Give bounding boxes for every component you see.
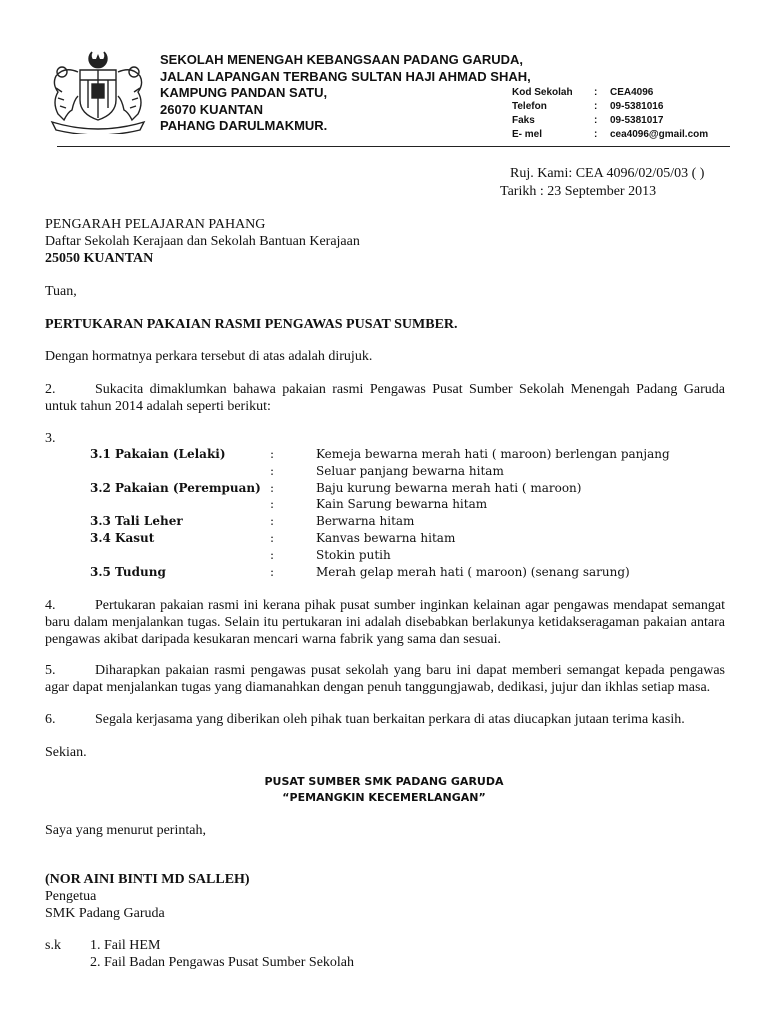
contact-label: E- mel xyxy=(512,129,543,140)
item-label: 3.5 Tudung xyxy=(90,564,166,579)
school-contact xyxy=(512,86,708,142)
paragraph-1: Dengan hormatnya perkara tersebut di atas adalah dirujuk. xyxy=(45,349,373,364)
item-label: 3.2 Pakaian (Perempuan) xyxy=(90,480,261,495)
contact-row xyxy=(512,128,708,142)
sk-item: 2. Fail Badan Pengawas Pusat Sumber Sekolah xyxy=(90,955,355,970)
paragraph-number: 2. xyxy=(45,382,56,397)
contact-row xyxy=(512,114,708,128)
paragraph-text: Segala kerjasama yang diberikan oleh pihak tuan berkaitan perkara di atas diucapkan jutaan terima kasih. xyxy=(95,712,685,727)
item-sep: : xyxy=(270,514,275,529)
signoff: Saya yang menurut perintah, xyxy=(45,823,206,838)
sk-item: 1. Fail HEM xyxy=(90,938,161,953)
item-label xyxy=(90,547,270,564)
paragraph-4 xyxy=(45,597,725,648)
item-label xyxy=(90,496,270,513)
item-sep: : xyxy=(270,480,275,495)
paragraph-5 xyxy=(45,662,725,696)
item-value: Seluar panjang bewarna hitam xyxy=(316,463,504,478)
item-sep: : xyxy=(270,530,275,545)
item-value: Kemeja bewarna merah hati ( maroon) berlengan panjang xyxy=(316,447,670,461)
item-sep: : xyxy=(270,463,275,478)
signatory-title: Pengetua xyxy=(45,889,97,904)
contact-value: 09-5381016 xyxy=(610,101,664,112)
list-item xyxy=(90,530,670,547)
list-item xyxy=(90,463,670,480)
item-sep: : xyxy=(270,497,275,512)
uniform-list xyxy=(90,446,670,580)
salutation: Tuan, xyxy=(45,284,77,299)
item-label: 3.1 Pakaian (Lelaki) xyxy=(90,447,226,461)
contact-sep: : xyxy=(594,87,598,98)
contact-sep: : xyxy=(594,129,598,140)
paragraph-number: 5. xyxy=(45,663,56,678)
contact-sep: : xyxy=(594,101,598,112)
paragraph-text: Pertukaran pakaian rasmi ini kerana pihak pusat sumber inginkan kelainan agar pengawas mendapat semangat baru dalam menjalankan tugas. Selain itu pertukaran ini adalah disebabkan berlakunya ketidakseragaman pakaian antara pengawas akibat daripada kesukaran mencari warna fabrik yang sama dan sesuai. xyxy=(45,598,725,647)
list-item xyxy=(90,496,670,513)
item-value: Merah gelap merah hati ( maroon) (senang sarung) xyxy=(316,564,630,579)
contact-value: CEA4096 xyxy=(610,87,654,98)
contact-label: Kod Sekolah xyxy=(512,87,573,98)
item-label: 3.3 Tali Leher xyxy=(90,514,183,529)
school-state-line: PAHANG DARULMAKMUR. xyxy=(160,118,328,133)
school-address xyxy=(160,52,531,135)
paragraph-number: 4. xyxy=(45,598,56,613)
contact-row xyxy=(512,100,708,114)
list-item xyxy=(90,564,670,581)
contact-label: Faks xyxy=(512,115,535,126)
contact-row xyxy=(512,86,708,100)
item-value: Berwarna hitam xyxy=(316,514,415,529)
list-item xyxy=(90,547,670,564)
contact-label: Telefon xyxy=(512,101,547,112)
item-sep: : xyxy=(270,547,275,562)
paragraph-text: Diharapkan pakaian rasmi pengawas pusat sekolah yang baru ini dapat memberi semangat kepada pengawas agar dapat menjalankan tugas yang diamanahkan dengan penuh tanggungjawab, dedikasi, jujur dan ikhlas setiap masa. xyxy=(45,663,725,695)
paragraph-2 xyxy=(45,381,725,415)
school-address-line: KAMPUNG PANDAN SATU, xyxy=(160,85,328,100)
signatory-organization: SMK Padang Garuda xyxy=(45,906,165,921)
closing: Sekian. xyxy=(45,745,87,760)
paragraph-3-number: 3. xyxy=(45,431,56,446)
school-address-line: JALAN LAPANGAN TERBANG SULTAN HAJI AHMAD SHAH, xyxy=(160,68,531,84)
motto-slogan: “PEMANGKIN KECEMERLANGAN” xyxy=(282,791,486,804)
motto-title: PUSAT SUMBER SMK PADANG GARUDA xyxy=(264,775,504,788)
item-value: Baju kurung bewarna merah hati ( maroon) xyxy=(316,480,582,495)
letter-date: Tarikh : 23 September 2013 xyxy=(500,184,657,199)
list-item xyxy=(90,446,670,463)
list-item xyxy=(90,513,670,530)
item-label xyxy=(90,463,270,480)
letter-subject: PERTUKARAN PAKAIAN RASMI PENGAWAS PUSAT SUMBER. xyxy=(45,317,458,332)
header-divider xyxy=(57,146,730,147)
sk-label: s.k xyxy=(45,938,61,953)
school-name-line: SEKOLAH MENENGAH KEBANGSAAN PADANG GARUDA, xyxy=(160,52,524,67)
paragraph-6 xyxy=(45,711,725,728)
item-label: 3.4 Kasut xyxy=(90,530,155,545)
recipient-postcode: 25050 KUANTAN xyxy=(45,251,154,266)
contact-value: 09-5381017 xyxy=(610,115,664,126)
reference-number: Ruj. Kami: CEA 4096/02/05/03 ( ) xyxy=(510,166,705,181)
school-postcode-line: 26070 KUANTAN xyxy=(160,101,264,117)
list-item xyxy=(90,480,670,497)
motto-block xyxy=(200,774,568,806)
item-value: Kain Sarung bewarna hitam xyxy=(316,497,488,512)
malaysia-coat-of-arms-icon xyxy=(48,48,148,134)
paragraph-number: 6. xyxy=(45,712,56,727)
item-value: Stokin putih xyxy=(316,547,391,562)
paragraph-text: Sukacita dimaklumkan bahawa pakaian rasmi Pengawas Pusat Sumber Sekolah Menengah Padang Garuda untuk tahun 2014 adalah seperti berikut: xyxy=(45,382,725,414)
recipient-line: PENGARAH PELAJARAN PAHANG xyxy=(45,217,266,232)
item-sep: : xyxy=(270,447,275,461)
item-value: Kanvas bewarna hitam xyxy=(316,530,456,545)
signatory-name: (NOR AINI BINTI MD SALLEH) xyxy=(45,872,250,887)
contact-value: cea4096@gmail.com xyxy=(610,129,709,140)
recipient-line: Daftar Sekolah Kerajaan dan Sekolah Bantuan Kerajaan xyxy=(45,234,360,249)
contact-sep: : xyxy=(594,115,598,126)
item-sep: : xyxy=(270,564,275,579)
